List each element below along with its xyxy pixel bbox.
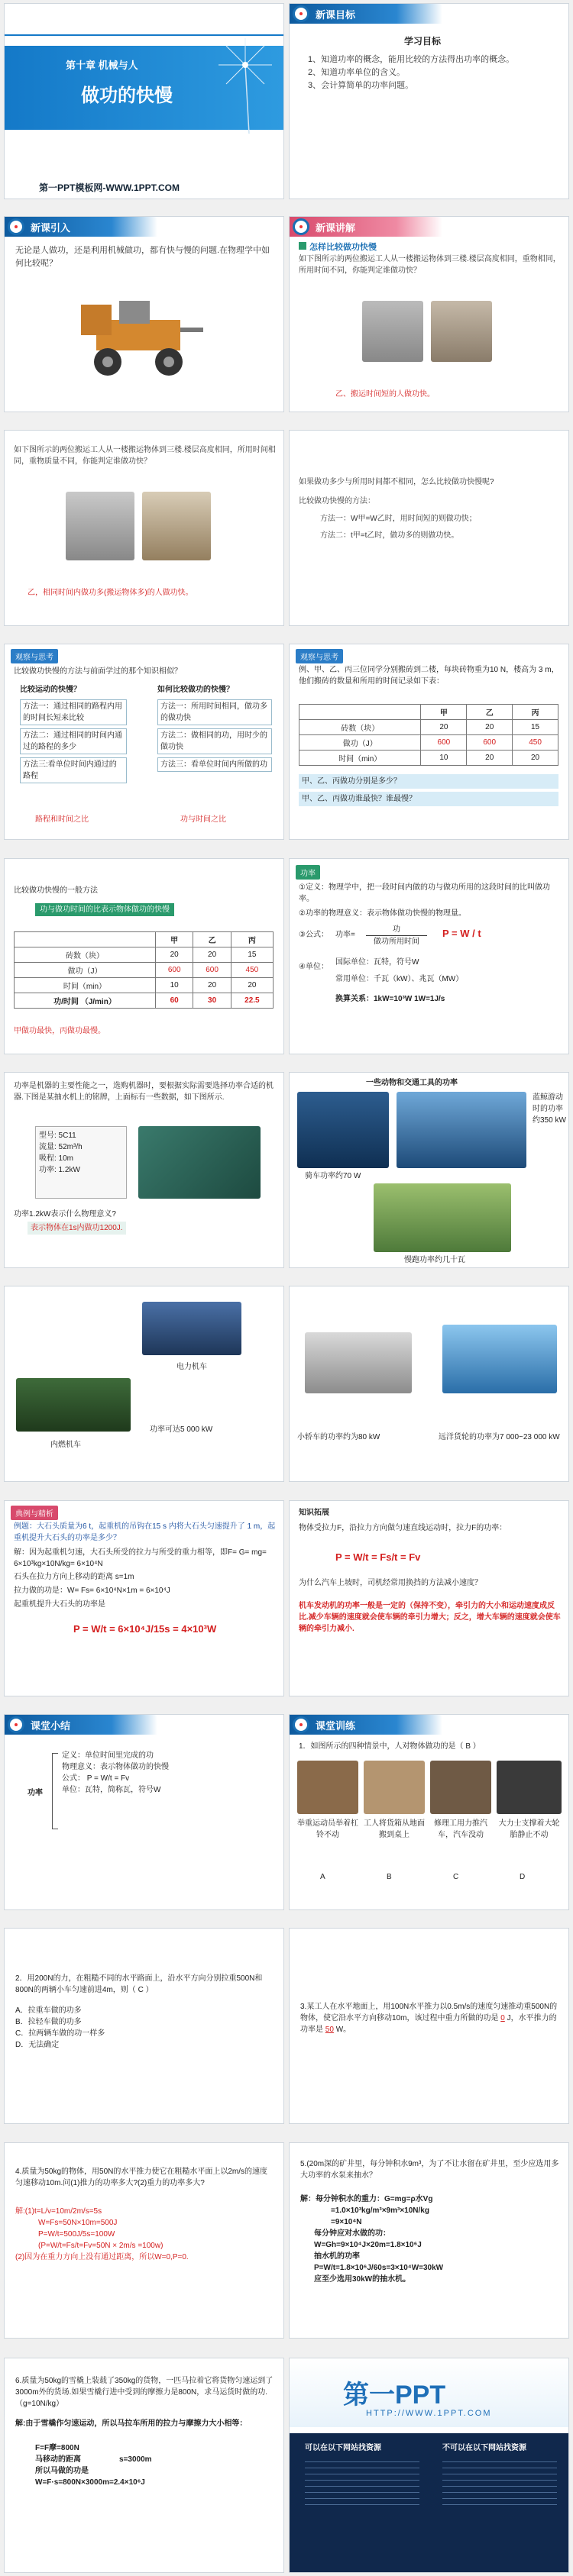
analogy-question: 比较做功快慢的方法与前面学过的那个知识相似？ bbox=[14, 667, 182, 676]
plate-field: 吸程: 10m bbox=[39, 1154, 74, 1163]
target-icon bbox=[293, 1716, 309, 1733]
methods-question: 如果做功多少与所用时间都不相同，怎么比较做功快慢呢? bbox=[299, 478, 494, 486]
table-row bbox=[299, 735, 558, 751]
table-cell: 20 bbox=[193, 978, 231, 993]
dandelion-icon bbox=[211, 19, 280, 134]
example-text: 例、甲、乙、丙三位同学分别搬砖到二楼，每块砖物重为10 N，楼高为 3 m，他们搬砖的数量和所用的时间记录如下表： bbox=[299, 666, 559, 686]
slide-power-def bbox=[289, 858, 569, 1054]
banner-text: 新课引入 bbox=[31, 221, 71, 234]
table-header: 丙 bbox=[513, 705, 558, 720]
page-title: 做功的快慢 bbox=[81, 86, 173, 106]
forklift-image bbox=[73, 289, 211, 381]
left-methods bbox=[20, 699, 127, 783]
banner-text: 新课讲解 bbox=[316, 221, 356, 234]
extension-p3: 机车发动机的功率一般是一定的（保持不变），牵引力的大小和运动速度成反比.减少车辆的速度就会使车辆的牵引力增大；反之，增大车辆的速度就会使车辆的牵引力减小. bbox=[299, 1602, 561, 1633]
cyclist-image bbox=[297, 1092, 389, 1168]
table-cell: 功/时间 （J/min） bbox=[15, 993, 156, 1009]
power-definition: ①定义：物理学中，把一段时间内做的功与做功所用的这段时间的比叫做功率。 bbox=[299, 883, 550, 903]
intro-text: 无论是人做功，还是利用机械做功，都有快与慢的问题.在物理学中如何比较呢？ bbox=[15, 246, 270, 268]
table-header bbox=[15, 932, 156, 947]
extension-title: 知识拓展 bbox=[299, 1509, 329, 1517]
answer-line: =1.0×10³kg/m³×9m³×10N/kg bbox=[331, 2206, 429, 2215]
ship-image bbox=[442, 1325, 557, 1393]
table-cell: 20 bbox=[467, 751, 513, 766]
table-header: 甲 bbox=[155, 932, 193, 947]
table-header: 乙 bbox=[193, 932, 231, 947]
slide-compare-work bbox=[4, 430, 284, 626]
crane-step-2: 石头在拉力方向上移动的距离 s=1m bbox=[14, 1573, 134, 1581]
banner-text: 课堂训练 bbox=[316, 1719, 356, 1732]
table-cell: 22.5 bbox=[231, 993, 273, 1009]
slide-title bbox=[4, 3, 284, 199]
option-label: A bbox=[320, 1873, 325, 1881]
question-one: 甲、乙、丙做功分别是多少？ bbox=[299, 774, 558, 789]
diesel-train-image bbox=[16, 1378, 131, 1432]
answer-line: (2)因为在重力方向上没有通过距离，所以W=0,P=0. bbox=[15, 2253, 189, 2261]
slide-general-method bbox=[4, 858, 284, 1054]
slide-extension bbox=[289, 1500, 569, 1696]
practice-question: 4.质量为50kg的物体，用50N的水平推力使它在粗糙水平面上以2m/s的速度匀速移动10m.问(1)推力的功率多大?(2)重力的功率多大? bbox=[15, 2168, 268, 2187]
table-cell: 10 bbox=[421, 751, 467, 766]
ad-logo: 第一PPT bbox=[343, 2381, 446, 2410]
option-item: C．拉两辆车做的功一样多 bbox=[15, 2029, 105, 2038]
crane-formula: P = W/t = 6×10⁴J/15s = 4×10³W bbox=[73, 1623, 217, 1635]
answer-line: F=F摩=800N bbox=[35, 2444, 79, 2452]
answer-line: 解:(1)t=L/v=10m/2m/s=5s bbox=[15, 2207, 102, 2216]
goals-list bbox=[308, 53, 560, 92]
slide-analogy bbox=[4, 644, 284, 840]
answer-line: =9×10⁴N bbox=[331, 2218, 362, 2226]
slide-goals bbox=[289, 3, 569, 199]
table-cell: 时间（min） bbox=[15, 978, 156, 993]
practice-answer bbox=[35, 2442, 264, 2488]
target-icon bbox=[8, 218, 24, 235]
answer-line: 抽水机的功率 bbox=[314, 2252, 360, 2261]
practice-question: 5.(20m深的矿井里，每分钟积水9m³，为了不让水留在矿井里，至少应选用多大功率的水泵来抽水？ bbox=[300, 2160, 559, 2180]
ratio-table bbox=[14, 931, 274, 1009]
ad-col-2-list bbox=[442, 2456, 557, 2510]
slide-vehicles bbox=[289, 1286, 569, 1482]
table-cell: 做功（J） bbox=[15, 963, 156, 978]
target-icon bbox=[8, 1716, 24, 1733]
worker-image-b bbox=[142, 492, 211, 560]
formula-fraction bbox=[366, 924, 427, 947]
animals-title: 一些动物和交通工具的功率 bbox=[366, 1079, 458, 1087]
table-row bbox=[15, 947, 274, 963]
slide-example-crane bbox=[4, 1500, 284, 1696]
option-item: B．拉轻车做的功多 bbox=[15, 2018, 82, 2026]
power-formula-label: ③公式： bbox=[299, 931, 329, 939]
right-method: 方法一：所用时间相同，做功多的做功快 bbox=[157, 699, 272, 725]
table-cell: 15 bbox=[513, 720, 558, 735]
practice-answer-intro: 解:由于雪橇作匀速运动，所以马拉车所用的拉力与摩擦力大小相等： bbox=[15, 2419, 248, 2428]
method-one: 方法一：W甲=W乙时，用时间短的则做功快； bbox=[320, 515, 477, 523]
slide-nameplate bbox=[4, 1072, 284, 1268]
observe-tag: 观察与思考 bbox=[11, 649, 58, 663]
ad-col-1-list bbox=[305, 2456, 419, 2510]
conclusion-text: 甲做功最快，丙做功最慢。 bbox=[14, 1027, 105, 1035]
right-title: 如何比较做功的快慢？ bbox=[157, 686, 234, 694]
crane-step-4: 起重机提升大石头的功率是 bbox=[14, 1600, 105, 1609]
table-cell: 600 bbox=[467, 735, 513, 751]
banner-summary bbox=[5, 1715, 157, 1735]
answer-line: 应至少选用30kW的抽水机。 bbox=[314, 2275, 411, 2284]
unit-si: 国际单位：瓦特，符号W bbox=[335, 958, 419, 967]
methods-intro: 比较做功快慢的方法： bbox=[299, 497, 375, 505]
option-image-b bbox=[364, 1761, 425, 1814]
summary-brace bbox=[52, 1753, 58, 1829]
runner-caption: 慢跑功率约几十瓦 bbox=[404, 1256, 465, 1264]
slide-practice-5 bbox=[289, 2142, 569, 2339]
section-heading: 怎样比较做功快慢 bbox=[299, 240, 377, 253]
summary-items bbox=[62, 1750, 268, 1796]
answer-line: 解：每分钟积水的重力：G=mg=ρ水Vg bbox=[300, 2195, 433, 2203]
option-item: D．无法确定 bbox=[15, 2041, 60, 2049]
method-title: 比较做功快慢的一般方法 bbox=[14, 886, 98, 895]
table-cell: 20 bbox=[155, 947, 193, 963]
table-row bbox=[15, 993, 274, 1009]
table-cell: 450 bbox=[231, 963, 273, 978]
table-row bbox=[15, 963, 274, 978]
worker-image-a bbox=[66, 492, 134, 560]
summary-item: 物理意义：表示物体做功的快慢 bbox=[62, 1763, 169, 1771]
plate-field: 功率: 1.2kW bbox=[39, 1166, 80, 1174]
answer-line: P=W/t=1.8×10⁶J/60s=3×10⁴W=30kW bbox=[314, 2264, 444, 2272]
ad-col-2-title: 不可以在以下网站找资源 bbox=[442, 2444, 526, 2452]
table-cell: 20 bbox=[513, 751, 558, 766]
observe-tag: 观察与思考 bbox=[296, 649, 343, 663]
whale-image bbox=[397, 1092, 526, 1168]
answer-line: W=Fs=50N×10m=500J bbox=[38, 2219, 118, 2227]
table-row bbox=[299, 720, 558, 735]
option-caption: 工人将货箱从地面搬到桌上 bbox=[364, 1819, 425, 1839]
left-method: 方法三:看单位时间内通过的路程 bbox=[20, 757, 127, 783]
banner-intro bbox=[5, 217, 157, 237]
answer-line: 马移动的距离 s=3000m bbox=[35, 2455, 152, 2464]
goal-item: 1、知道功率的概念，能用比较的方法得出功率的概念。 bbox=[308, 55, 515, 64]
option-item: A．拉重车做的功多 bbox=[15, 2006, 82, 2015]
banner-lesson bbox=[290, 217, 442, 237]
compare-text: 如下图所示的两位搬运工人从一楼搬运物体到三楼.楼层高度相同，重物相同，所用时间不同，你能判定谁做功快？ bbox=[299, 255, 561, 275]
runner-image bbox=[374, 1183, 511, 1252]
target-icon bbox=[293, 5, 309, 22]
worker-image-b bbox=[431, 301, 492, 362]
power-meaning: ②功率的物理意义：表示物体做功快慢的物理量。 bbox=[299, 909, 466, 918]
slide-animals bbox=[289, 1072, 569, 1268]
table-cell: 60 bbox=[155, 993, 193, 1009]
table-cell: 20 bbox=[231, 978, 273, 993]
ad-col-1-title: 可以在以下网站找资源 bbox=[305, 2444, 381, 2452]
practice-answer bbox=[15, 2206, 275, 2263]
example-tag: 典例与精析 bbox=[11, 1506, 58, 1520]
footer-url: 第一PPT模板网-WWW.1PPT.COM bbox=[39, 182, 180, 193]
train-label: 电力机车 bbox=[176, 1363, 207, 1371]
target-icon bbox=[293, 218, 309, 235]
practice-question: 6.质量为50kg的雪橇上装载了350kg的货物，一匹马拉着它将货物匀速运到了3000m外的货场.如果雪橇行进中受到的摩擦力是800N，求马运货时做的功.（g=10N/kg） bbox=[15, 2377, 274, 2408]
formula-numerator: 功 bbox=[393, 925, 400, 934]
unit-common: 常用单位：千瓦（kW）、兆瓦（MW） bbox=[335, 975, 464, 983]
formula-word: 功率= bbox=[335, 931, 355, 939]
option-image-d bbox=[497, 1761, 562, 1814]
crane-step-1: 解：因为起重机匀速，大石头所受的拉力与所受的重力相等，即F= G= mg= 6×10³kg×10N/kg= 6×10⁴N bbox=[14, 1548, 267, 1568]
option-label: D bbox=[520, 1873, 526, 1881]
plate-field: 型号: 5C11 bbox=[39, 1131, 76, 1140]
extension-formula: P = W/t = Fs/t = Fv bbox=[335, 1551, 421, 1563]
option-label: C bbox=[453, 1873, 459, 1881]
ad-url[interactable]: HTTP://WWW.1PPT.COM bbox=[366, 2409, 492, 2418]
question-two: 甲、乙、丙做功谁最快？谁最慢？ bbox=[299, 792, 558, 806]
slide-practice-2 bbox=[4, 1928, 284, 2124]
table-cell: 10 bbox=[155, 978, 193, 993]
goal-item: 3、会计算简单的功率问题。 bbox=[308, 81, 414, 90]
answer-text: 乙、搬运时间短的人做功快。 bbox=[335, 390, 435, 399]
ship-caption: 远洋货轮的功率为7 000~23 000 kW bbox=[439, 1433, 560, 1441]
pump-image bbox=[138, 1126, 261, 1199]
left-method: 方法一：通过相同的路程内用的时间长短来比较 bbox=[20, 699, 127, 725]
extension-p2: 为什么汽车上坡时，司机经常用换挡的方法减小速度？ bbox=[299, 1579, 482, 1587]
answer-text: 乙，相同时间内做功多(搬运物体多)的人做功快。 bbox=[28, 589, 193, 597]
goal-item: 2、知道功率单位的含义。 bbox=[308, 68, 406, 77]
slide-intro bbox=[4, 216, 284, 412]
slide-compare-time bbox=[289, 216, 569, 412]
slide-summary bbox=[4, 1714, 284, 1910]
table-cell: 600 bbox=[155, 963, 193, 978]
left-answer: 路程和时间之比 bbox=[35, 815, 89, 824]
slide-practice-6 bbox=[4, 2358, 284, 2573]
electric-train-image bbox=[142, 1302, 241, 1355]
table-cell: 20 bbox=[421, 720, 467, 735]
unit-conversion: 换算关系：1kW=10³W 1W=1J/s bbox=[335, 995, 445, 1003]
left-method: 方法二：通过相同的时间内通过的路程的多少 bbox=[20, 728, 127, 754]
option-caption: 修理工用力推汽车，汽车没动 bbox=[434, 1819, 487, 1839]
banner-text: 新课目标 bbox=[316, 8, 356, 21]
right-answer: 功与时间之比 bbox=[180, 815, 226, 824]
slide-methods bbox=[289, 430, 569, 626]
table-cell: 600 bbox=[421, 735, 467, 751]
table-header: 丙 bbox=[231, 932, 273, 947]
table-header: 乙 bbox=[467, 705, 513, 720]
slide-practice-4 bbox=[4, 2142, 284, 2339]
practice-answer bbox=[300, 2193, 560, 2285]
answer-blank: 0 bbox=[500, 2014, 505, 2022]
left-title: 比较运动的快慢？ bbox=[20, 686, 81, 694]
slide-practice-3 bbox=[289, 1928, 569, 2124]
option-caption: 举重运动员举着杠铃不动 bbox=[297, 1819, 358, 1839]
slide-ad bbox=[289, 2358, 569, 2573]
brick-table bbox=[299, 704, 558, 766]
option-label: B bbox=[387, 1873, 392, 1881]
table-cell: 15 bbox=[231, 947, 273, 963]
table-header-row bbox=[15, 932, 274, 947]
answer-line: 每分钟应对水做的功： bbox=[314, 2229, 390, 2238]
practice-options bbox=[15, 2005, 105, 2051]
nameplate-question: 功率1.2kW表示什么物理意义? bbox=[14, 1210, 116, 1219]
summary-head: 功率 bbox=[28, 1789, 43, 1797]
answer-line: P=W/t=500J/5s=100W bbox=[38, 2230, 115, 2239]
option-image-c bbox=[430, 1761, 491, 1814]
right-method: 方法二：做相同的功，用时少的做功快 bbox=[157, 728, 272, 754]
diesel-label: 内燃机车 bbox=[50, 1441, 81, 1449]
table-cell: 砖数（块） bbox=[15, 947, 156, 963]
answer-line: 所以马做的功是 bbox=[35, 2467, 89, 2475]
nameplate-text: 功率是机器的主要性能之一，选购机器时，要根据实际需要选择功率合适的机器.下图是某抽水机上的铭牌，上面标有一些数据，如下图所示. bbox=[14, 1082, 274, 1102]
unit-label: ④单位： bbox=[299, 963, 329, 971]
compare-text: 如下图所示的两位搬运工人从一楼搬运物体到三楼.楼层高度相同，所用时间相同，重物质量不同，你能判定谁做功快？ bbox=[14, 446, 276, 466]
table-cell: 做功（J） bbox=[299, 735, 421, 751]
table-cell: 砖数（块） bbox=[299, 720, 421, 735]
answer-line: (P=W/t=Fs/t=Fv=50N × 2m/s =100w) bbox=[38, 2242, 163, 2250]
whale-caption: 蓝鲸游动时的功率约350 kW bbox=[533, 1093, 566, 1125]
nameplate-answer: 表示物体在1s内做功1200J. bbox=[28, 1222, 126, 1235]
practice-question: 3.某工人在水平地面上，用100N水平推力以0.5m/s的速度匀速推动重500N的物体，使它沿水平方向移动10m，该过程中重力所做的功是 0 J，水平推力的功率是 50 W。 bbox=[300, 2003, 558, 2034]
power-tag: 功率 bbox=[296, 865, 320, 880]
worker-image-a bbox=[362, 301, 423, 362]
plate-field: 流量: 52m³/h bbox=[39, 1143, 83, 1151]
table-cell: 20 bbox=[193, 947, 231, 963]
answer-line: W=F·s=800N×3000m=2.4×10⁶J bbox=[35, 2478, 145, 2487]
summary-item: 单位：瓦特，简称瓦，符号W bbox=[62, 1786, 161, 1794]
summary-item: 公式： P = W/t = Fv bbox=[62, 1774, 130, 1783]
cyclist-caption: 骑车功率约70 W bbox=[305, 1172, 361, 1180]
method-two: 方法二：t甲=t乙时，做功多的则做功快。 bbox=[320, 531, 459, 540]
banner-practice bbox=[290, 1715, 442, 1735]
slide-example-table bbox=[289, 644, 569, 840]
banner-text: 课堂小结 bbox=[31, 1719, 71, 1732]
bullet-icon bbox=[299, 242, 306, 250]
method-sub-2: 功与做功时间的比表示物体做功的快慢 bbox=[35, 903, 174, 916]
table-cell: 时间（min） bbox=[299, 751, 421, 766]
summary-item: 定义：单位时间里完成的功 bbox=[62, 1751, 154, 1760]
goals-heading: 学习目标 bbox=[404, 36, 442, 47]
slide-practice-1 bbox=[289, 1714, 569, 1910]
car-caption: 小轿车的功率约为80 kW bbox=[297, 1433, 380, 1441]
formula-denominator: 做功所用时间 bbox=[366, 935, 427, 947]
nameplate bbox=[35, 1126, 127, 1199]
table-cell: 20 bbox=[467, 720, 513, 735]
table-cell: 30 bbox=[193, 993, 231, 1009]
table-header-row bbox=[299, 705, 558, 720]
formula-symbolic: P = W / t bbox=[442, 928, 481, 939]
chapter-label: 第十章 机械与人 bbox=[66, 60, 138, 71]
practice-question: 2．用200N的力，在粗糙不同的水平路面上，沿水平方向分别拉重500N和800N的两辆小车匀速前进4m，则（ C ） bbox=[15, 1974, 263, 1994]
train-caption: 功率可达5 000 kW bbox=[150, 1425, 213, 1434]
option-image-a bbox=[297, 1761, 358, 1814]
right-method: 方法三：看单位时间内所做的功 bbox=[157, 757, 272, 772]
table-cell: 450 bbox=[513, 735, 558, 751]
table-row bbox=[299, 751, 558, 766]
table-cell: 600 bbox=[193, 963, 231, 978]
table-header: 甲 bbox=[421, 705, 467, 720]
practice-question: 1．如图所示的四种情景中，人对物体做功的是（ B ） bbox=[299, 1742, 481, 1751]
right-methods bbox=[157, 699, 272, 772]
crane-question: 例题：大石头质量为6 t，起重机的吊钩在15 s 内将大石头匀速提升了 1 m，起重机提升大石头的功率是多少？ bbox=[14, 1522, 276, 1542]
slide-trains bbox=[4, 1286, 284, 1482]
banner-goals bbox=[290, 4, 442, 24]
answer-line: W=Gh=9×10⁴J×20m=1.8×10⁶J bbox=[314, 2241, 422, 2249]
crane-step-3: 拉力做的功是：W= Fs= 6×10⁴N×1m = 6×10⁴J bbox=[14, 1587, 170, 1595]
extension-p1: 物体受拉力F，沿拉力方向做匀速直线运动时，拉力F的功率： bbox=[299, 1524, 507, 1532]
answer-blank: 50 bbox=[325, 2026, 334, 2034]
option-caption: 大力士支撑着大轮胎静止不动 bbox=[498, 1819, 560, 1839]
car-image bbox=[305, 1332, 412, 1393]
table-row bbox=[15, 978, 274, 993]
table-header bbox=[299, 705, 421, 720]
